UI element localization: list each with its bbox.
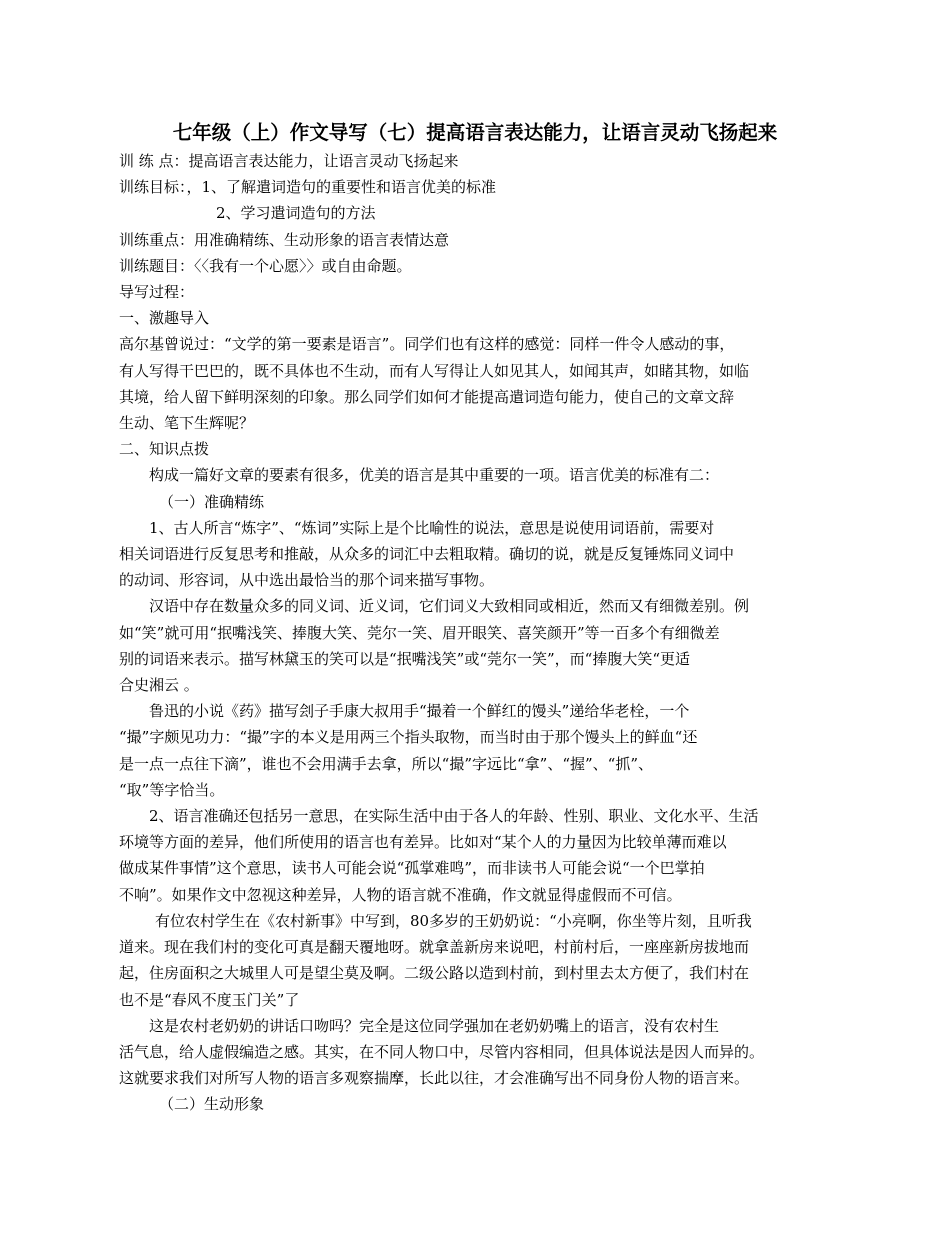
text-line: 别的词语来表示。描写林黛玉的笑可以是“抿嘴浅笑”或“莞尔一笑”，而“捧腹大笑“更适 bbox=[119, 649, 691, 668]
text-line: “取”等字恰当。 bbox=[119, 780, 225, 799]
text-line: 训练题目：〈〈我有一个心愿〉〉或自由命题。 bbox=[119, 256, 412, 275]
text-line: 鲁迅的小说《药》描写刽子手康大叔用手“撮着一个鲜红的馒头”递给华老栓，一个 bbox=[149, 702, 690, 721]
text-line: 做成某件事情”这个意思，读书人可能会说“孤掌难鸣”，而非读书人可能会说“一个巴掌拍 bbox=[119, 859, 705, 878]
text-line: 高尔基曾说过：“文学的第一要素是语言”。同学们也有这样的感觉：同样一件令人感动的事， bbox=[119, 335, 735, 354]
text-line: 如“笑”就可用“抿嘴浅笑、捧腹大笑、莞尔一笑、眉开眼笑、喜笑颜开”等一百多个有细微差 bbox=[119, 623, 720, 642]
text-line: （二）生动形象 bbox=[159, 1095, 265, 1114]
text-line: 环境等方面的差异，他们所使用的语言也有差异。比如对“某个人的力量因为比较单薄而难以 bbox=[119, 833, 727, 852]
text-line: 其境，给人留下鲜明深刻的印象。那么同学们如何才能提高遣词造句能力，使自己的文章文辞 bbox=[119, 387, 735, 406]
text-line: 汉语中存在数量众多的同义词、近义词，它们词义大致相同或相近，然而又有细微差别。例 bbox=[149, 597, 750, 616]
text-line: 相关词语进行反复思考和推敲，从众多的词汇中去粗取精。确切的说，就是反复锤炼同义词中 bbox=[119, 545, 735, 564]
text-line: 活气息，给人虚假编造之感。其实，在不同人物口中，尽管内容相同，但具体说法是因人而异的。 bbox=[119, 1042, 765, 1061]
document-body bbox=[119, 148, 831, 1118]
text-line: 也不是“春风不度玉门关”了 bbox=[119, 990, 300, 1009]
text-line: 这是农村老奶奶的讲话口吻吗？完全是这位同学强加在老奶奶嘴上的语言，没有农村生 bbox=[149, 1016, 720, 1035]
text-line: 是一点一点往下滴”，谁也不会用满手去拿，所以“撮”字远比“拿”、“握”、“抓”、 bbox=[119, 754, 654, 773]
text-line: 起，住房面积之大城里人可是望尘莫及啊。二级公路以造到村前，到村里去太方便了，我们村在 bbox=[119, 964, 750, 983]
text-line: 生动、笔下生辉呢？ bbox=[119, 414, 255, 433]
text-line: 2、语言准确还包括另一意思，在实际生活中由于各人的年龄、性别、职业、文化水平、生活 bbox=[149, 807, 759, 826]
text-line: 合史湘云 。 bbox=[119, 676, 199, 695]
text-line: 2、学习遣词造句的方法 bbox=[216, 204, 376, 223]
text-line: 有人写得干巴巴的，既不具体也不生动，而有人写得让人如见其人，如闻其声，如睹其物，如临 bbox=[119, 361, 750, 380]
text-line: 有位农村学生在《农村新事》中写到，80多岁的王奶奶说：“小亮啊，你坐等片刻，且听我 bbox=[155, 911, 752, 930]
text-line: 构成一篇好文章的要素有很多，优美的语言是其中重要的一项。语言优美的标准有二： bbox=[149, 466, 720, 485]
text-line: 的动词、形容词，从中选出最恰当的那个词来描写事物。 bbox=[119, 571, 495, 590]
text-line: 道来。现在我们村的变化可真是翻天覆地呀。就拿盖新房来说吧，村前村后，一座座新房拔地而 bbox=[119, 938, 750, 957]
text-line: “撮”字颇见功力：“撮”字的本义是用两三个指头取物，而当时由于那个馒头上的鲜血“还 bbox=[119, 728, 698, 747]
text-line: 训练目标：，1、了解遣词造句的重要性和语言优美的标准 bbox=[119, 178, 497, 197]
text-line: 不响”。如果作文中忽视这种差异，人物的语言就不准确，作文就显得虚假而不可信。 bbox=[119, 885, 682, 904]
text-line: 导写过程： bbox=[119, 283, 195, 302]
text-line: 二、知识点拨 bbox=[119, 440, 210, 459]
text-line: （一）准确精练 bbox=[159, 492, 265, 511]
text-line: 一、激趣导入 bbox=[119, 309, 210, 328]
text-line: 这就要求我们对所写人物的语言多观察揣摩，长此以往，才会准确写出不同身份人物的语言来。 bbox=[119, 1069, 750, 1088]
text-line: 1、古人所言“炼字”、“炼词”实际上是个比喻性的说法，意思是说使用词语前，需要对 bbox=[149, 518, 715, 537]
document-title: 七年级（上）作文导写（七）提高语言表达能力，让语言灵动飞扬起来 bbox=[172, 121, 778, 144]
text-line: 训 练 点：提高语言表达能力，让语言灵动飞扬起来 bbox=[119, 152, 459, 170]
text-line: 训练重点：用准确精练、生动形象的语言表情达意 bbox=[119, 230, 450, 249]
